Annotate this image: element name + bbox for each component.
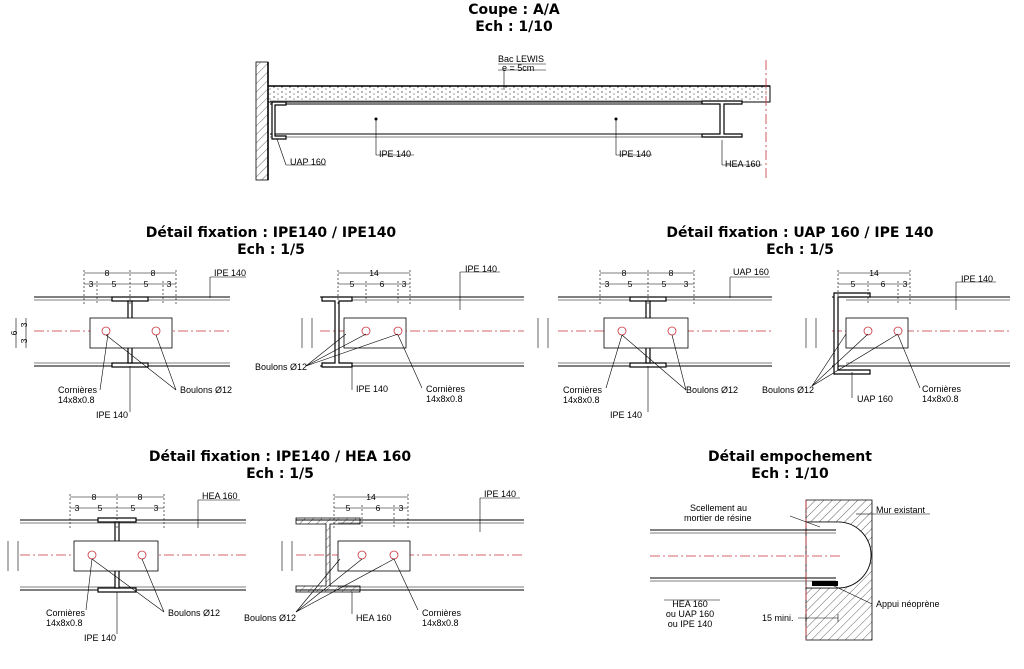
slab-bac bbox=[268, 86, 770, 102]
coupe-section bbox=[256, 2, 770, 180]
detail1-dim-top-1: 8 bbox=[150, 268, 156, 278]
detail3-right-dim-sub-1: 6 bbox=[375, 503, 381, 513]
detail1-right-beam-label: IPE 140 bbox=[465, 264, 498, 274]
detail2-dim-sub-3: 3 bbox=[683, 279, 689, 289]
detail2-dim-top-1: 8 bbox=[668, 268, 674, 278]
detail3-right-dim-sub-2: 3 bbox=[398, 503, 404, 513]
detail2-right-cornieres: Cornières bbox=[922, 384, 962, 394]
detail3-right-cornieres-size: 14x8x0.8 bbox=[422, 618, 459, 628]
detail2-dim-sub-2: 5 bbox=[661, 279, 667, 289]
detail2-dim-sub-0: 3 bbox=[604, 279, 610, 289]
detail4-beam-2: ou UAP 160 bbox=[665, 609, 715, 619]
detail1-beam-label: IPE 140 bbox=[214, 268, 247, 278]
detail2-title: Détail fixation : UAP 160 / IPE 140 bbox=[666, 225, 934, 241]
detail4-beam-3: ou IPE 140 bbox=[667, 619, 713, 629]
detail1-dim-v-1: 3 bbox=[19, 322, 29, 328]
detail4-section bbox=[650, 449, 940, 640]
detail3-right-dim-top: 14 bbox=[366, 492, 376, 502]
detail3-dim-top-1: 8 bbox=[137, 492, 143, 502]
detail3-right-dim-sub-0: 5 bbox=[345, 503, 351, 513]
coupe-scale: Ech : 1/10 bbox=[475, 19, 553, 35]
uap-left-profile bbox=[272, 102, 286, 139]
detail3-right-bottom-label: HEA 160 bbox=[356, 613, 392, 623]
detail1-scale: Ech : 1/5 bbox=[237, 242, 305, 258]
detail1-right-cornieres-size: 14x8x0.8 bbox=[426, 394, 463, 404]
ipe-left-label: IPE 140 bbox=[379, 149, 412, 159]
detail2-dim-top-0: 8 bbox=[621, 268, 627, 278]
detail3-right-boulons: Boulons Ø12 bbox=[244, 613, 297, 623]
detail3-bottom-label: IPE 140 bbox=[84, 633, 117, 643]
bac-thickness-label: e = 5cm bbox=[502, 63, 535, 73]
detail1-right-dim-sub-0: 5 bbox=[349, 279, 355, 289]
hea-label: HEA 160 bbox=[725, 159, 761, 169]
detail3-dim-sub-0: 3 bbox=[74, 503, 80, 513]
detail3-dim-sub-2: 5 bbox=[130, 503, 136, 513]
detail2-boulons-label: Boulons Ø12 bbox=[686, 385, 739, 395]
bac-label: Bac LEWIS bbox=[498, 54, 545, 64]
detail1-right-cornieres: Cornières bbox=[426, 384, 466, 394]
detail3-right-cornieres: Cornières bbox=[422, 608, 462, 618]
detail3-right-beam-label: IPE 140 bbox=[484, 489, 517, 499]
detail4-beam-1: HEA 160 bbox=[672, 599, 708, 609]
detail1-dim-v-0: 6 bbox=[9, 330, 19, 336]
detail4-mur-label: Mur existant bbox=[876, 505, 926, 515]
detail4-mini-label: 15 mini. bbox=[762, 613, 794, 623]
detail1-dim-sub-0: 3 bbox=[88, 279, 94, 289]
hea-right-profile bbox=[702, 101, 742, 137]
detail2-right-cornieres-size: 14x8x0.8 bbox=[922, 394, 959, 404]
detail2-right-beam-label: IPE 140 bbox=[961, 274, 994, 284]
detail4-scellement-2: mortier de résine bbox=[684, 513, 752, 523]
detail1-dim-sub-2: 5 bbox=[143, 279, 149, 289]
detail1-section bbox=[9, 225, 524, 420]
detail4-scellement-1: Scellement au bbox=[690, 503, 748, 513]
detail3-scale: Ech : 1/5 bbox=[246, 466, 314, 482]
detail1-dim-sub-3: 3 bbox=[166, 279, 172, 289]
detail1-cornieres-label: Cornières bbox=[58, 385, 98, 395]
detail1-dim-v-2: 3 bbox=[19, 338, 29, 344]
detail1-bolt-right bbox=[152, 327, 160, 335]
detail1-boulons-label: Boulons Ø12 bbox=[180, 385, 233, 395]
detail3-title: Détail fixation : IPE140 / HEA 160 bbox=[148, 449, 412, 465]
detail2-scale: Ech : 1/5 bbox=[766, 242, 834, 258]
detail3-dim-top-0: 8 bbox=[91, 492, 97, 502]
detail1-title: Détail fixation : IPE140 / IPE140 bbox=[145, 225, 397, 241]
detail2-cornieres-label: Cornières bbox=[563, 385, 603, 395]
detail1-right-dim-sub-2: 3 bbox=[401, 279, 407, 289]
detail3-dim-sub-3: 3 bbox=[153, 503, 159, 513]
detail4-appui-label: Appui néoprène bbox=[876, 599, 940, 609]
detail1-right-bottom-label: IPE 140 bbox=[356, 384, 389, 394]
detail2-right-dim-sub-2: 3 bbox=[902, 279, 908, 289]
detail3-section bbox=[8, 449, 524, 643]
detail2-cornieres-size: 14x8x0.8 bbox=[563, 395, 600, 405]
coupe-title: Coupe : A/A bbox=[468, 2, 560, 18]
detail1-cornieres-size: 14x8x0.8 bbox=[58, 395, 95, 405]
detail1-bolt-left bbox=[102, 327, 110, 335]
detail3-dim-sub-1: 5 bbox=[97, 503, 103, 513]
left-wall bbox=[256, 62, 268, 180]
detail1-bottom-label: IPE 140 bbox=[96, 410, 129, 420]
detail2-beam-label: UAP 160 bbox=[733, 267, 769, 277]
detail4-scale: Ech : 1/10 bbox=[751, 466, 829, 482]
detail1-dim-top-0: 8 bbox=[104, 268, 110, 278]
detail2-right-dim-sub-1: 6 bbox=[880, 279, 886, 289]
detail2-bottom-label: IPE 140 bbox=[610, 410, 643, 420]
detail2-section bbox=[538, 225, 1010, 420]
detail3-boulons-label: Boulons Ø12 bbox=[168, 608, 221, 618]
detail2-right-dim-top: 14 bbox=[869, 268, 879, 278]
detail4-title: Détail empochement bbox=[708, 449, 872, 465]
detail4-appui-neoprene bbox=[812, 581, 838, 586]
detail1-right-dim-top: 14 bbox=[369, 268, 379, 278]
detail2-dim-sub-1: 5 bbox=[627, 279, 633, 289]
ipe-right-label: IPE 140 bbox=[619, 149, 652, 159]
uap-label: UAP 160 bbox=[290, 157, 326, 167]
detail3-beam-label: HEA 160 bbox=[202, 491, 238, 501]
detail1-right-boulons: Boulons Ø12 bbox=[255, 362, 308, 372]
detail1-right-dim-sub-1: 6 bbox=[379, 279, 385, 289]
detail1-dim-sub-1: 5 bbox=[111, 279, 117, 289]
detail3-cornieres-label: Cornières bbox=[46, 608, 86, 618]
detail3-cornieres-size: 14x8x0.8 bbox=[46, 618, 83, 628]
detail2-right-boulons: Boulons Ø12 bbox=[762, 385, 815, 395]
detail2-right-bottom-label: UAP 160 bbox=[857, 394, 893, 404]
detail2-right-dim-sub-0: 5 bbox=[850, 279, 856, 289]
